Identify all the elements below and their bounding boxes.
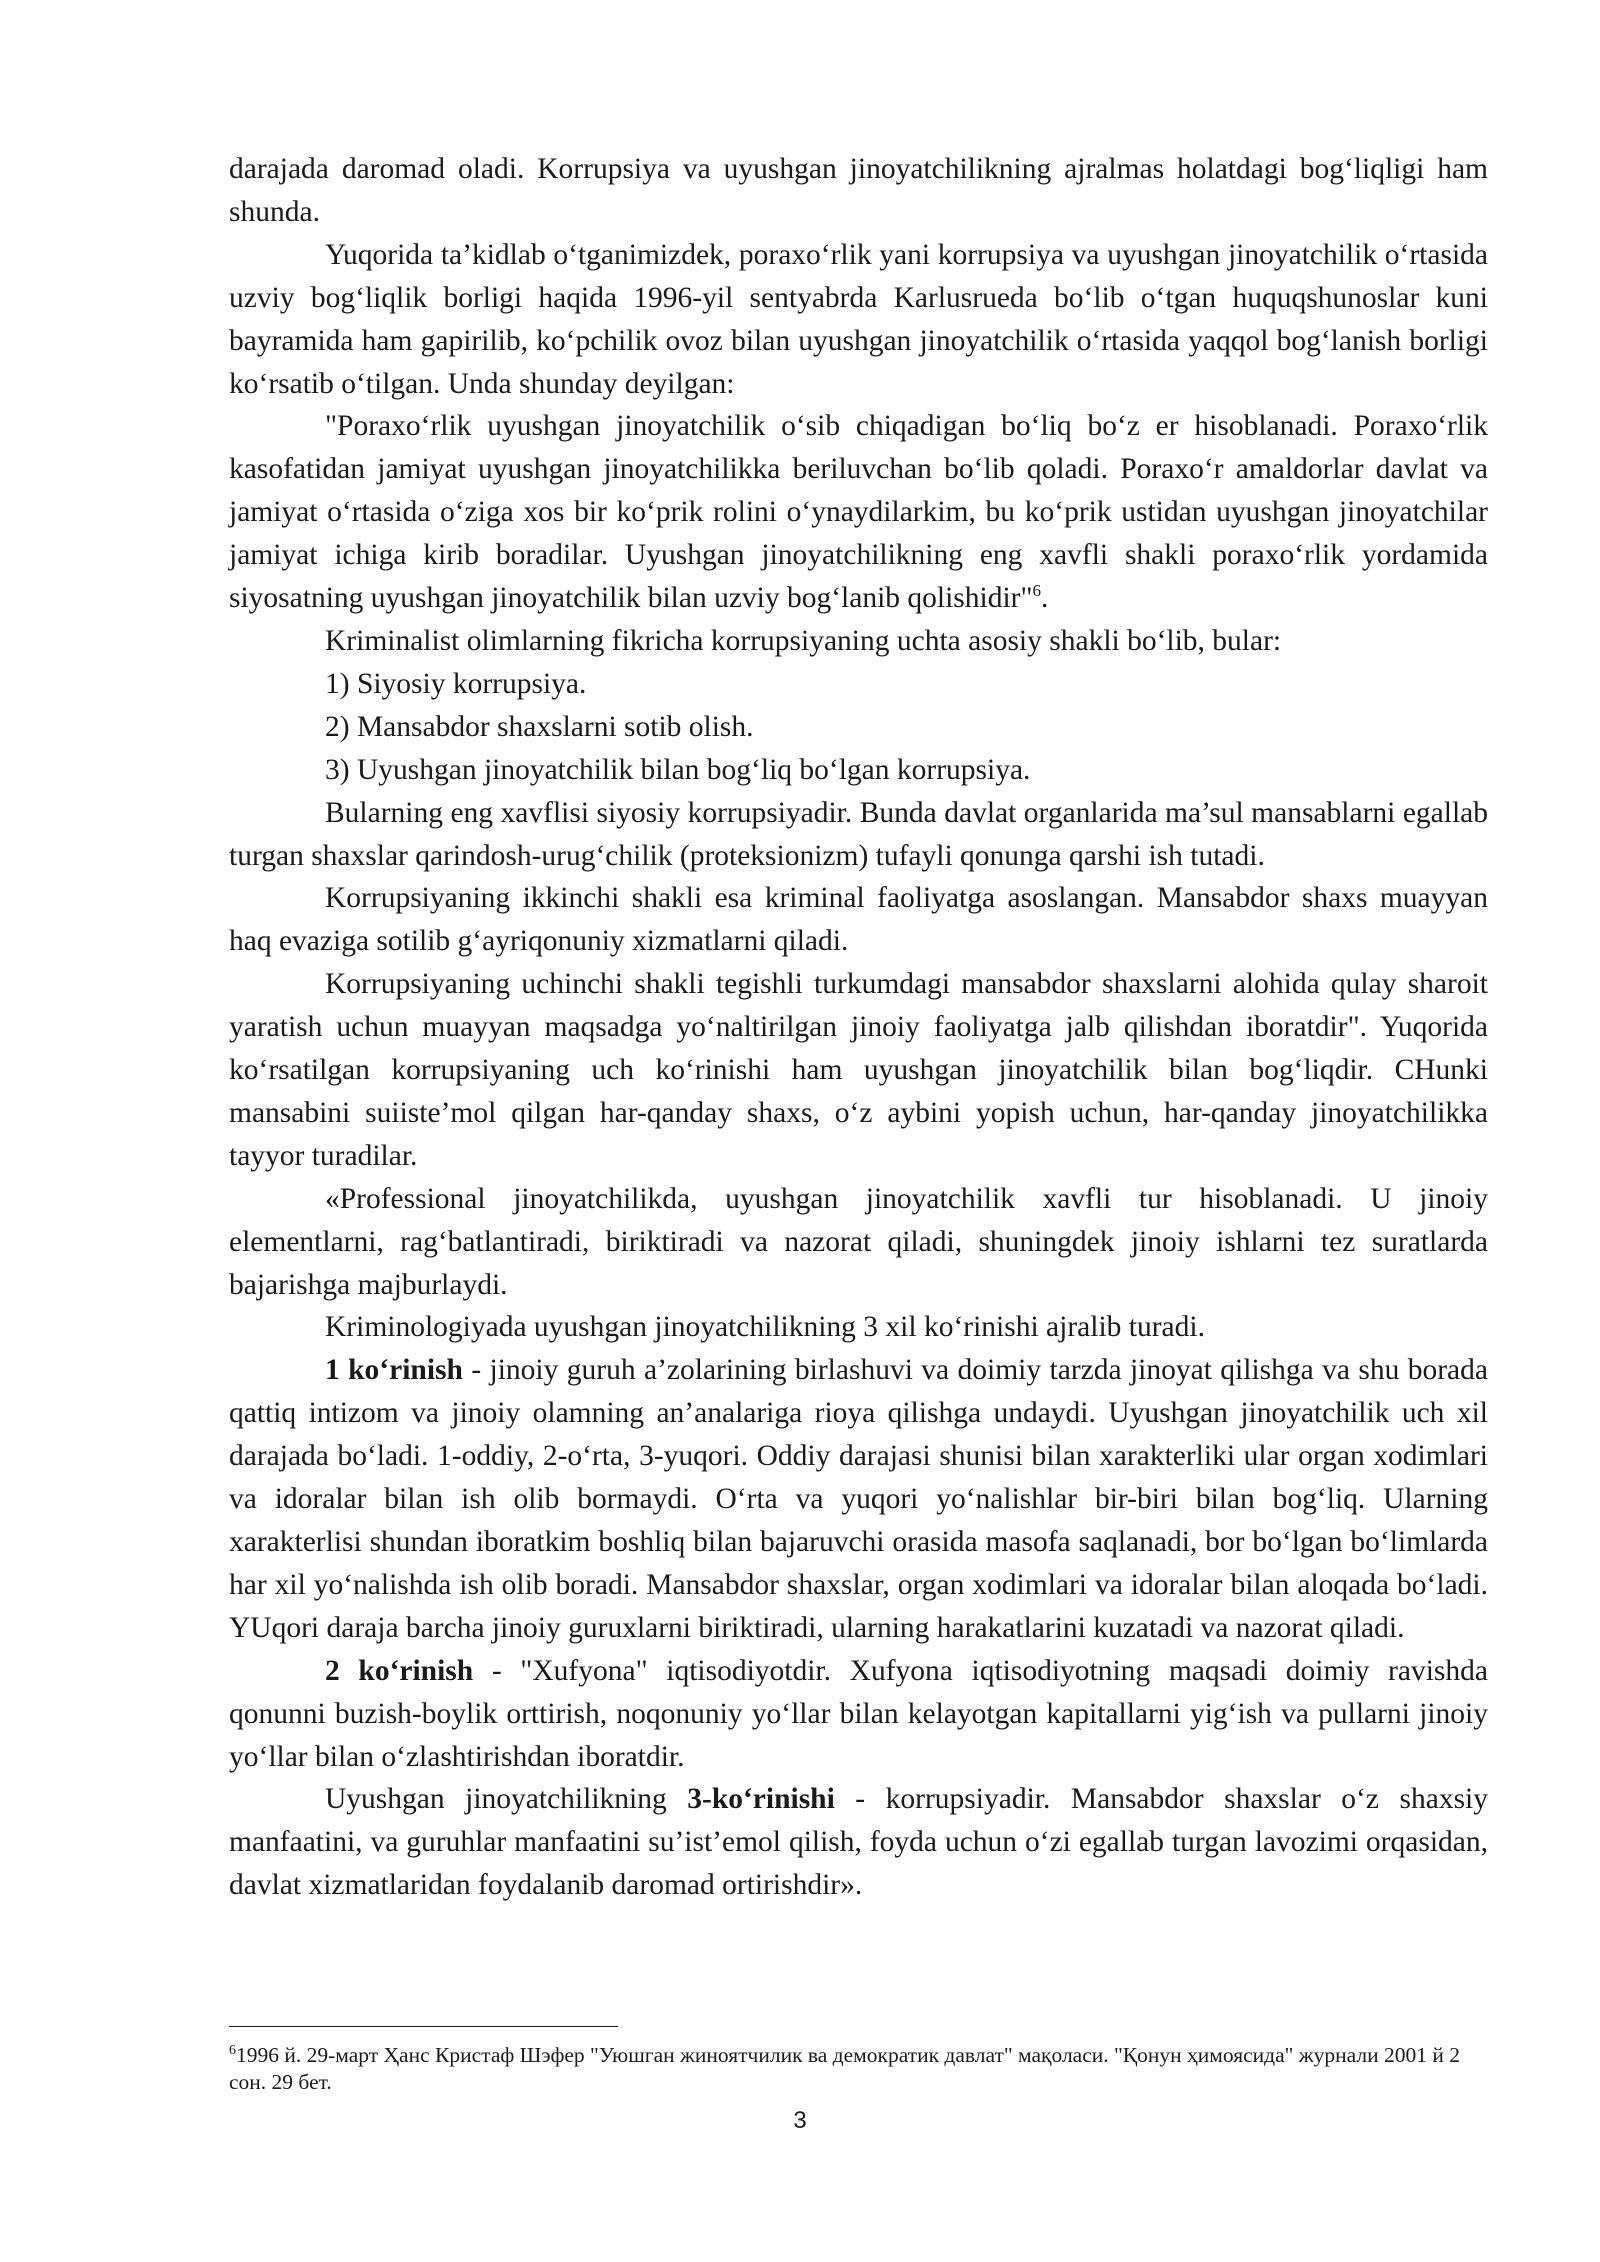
view-1-text: - jinoiy guruh a’zolarining birlashuvi va doimiy tarzda jinoyat qilishga va shu borada qattiq intizom va jinoiy olamning an’analariga rioya qilishga undaydi. Uyushgan jinoyatchilik uch xil darajada bo‘ladi. 1-oddiy, 2-o‘rta, 3-yuqori. Oddiy darajasi shunisi bilan xarakterliki ular organ xodimlari va idoralar bilan ish olib bormaydi. O‘rta va yuqori yo‘nalishlar bir-biri bilan bog‘liq. Ularning xarakterlisi shundan iboratkim boshliq bilan bajaruvchi orasida masofa saqlanadi, bor bo‘lgan bo‘limlarda har xil yo‘nalishda ish olib boradi. Mansabdor shaxslar, organ xodimlari va idoralar bilan aloqada bo‘ladi. YUqori daraja barcha jinoiy guruxlarni biriktiradi, ularning harakatlarini kuzatadi va nazorat qiladi. — [229, 1354, 1488, 1644]
view-1-heading: 1 ko‘rinish — [325, 1354, 463, 1387]
view-3-heading: 3-ko‘rinishi — [687, 1783, 835, 1816]
list-item-political: 1) Siyosiy korrupsiya. — [325, 667, 587, 700]
page-number: 3 — [793, 2107, 807, 2134]
paragraph-continuation: darajada daromad oladi. Korrupsiya va uyushgan jinoyatchilikning ajralmas holatdagi bog‘liqligi ham shunda. — [229, 153, 1488, 228]
quote-text: "Poraxo‘rlik uyushgan jinoyatchilik o‘sib chiqadigan bo‘liq bo‘z er hisoblanadi. Poraxo‘rlik kasofatidan jamiyat uyushgan jinoyatchilikka beriluvchan bo‘lib qoladi. Poraxo‘r amaldorlar davlat va jamiyat o‘rtasida o‘ziga xos bir ko‘prik rolini o‘ynaydilarkim, bu ko‘prik ustidan uyushgan jinoyatchilar jamiyat ichiga kirib boradilar. Uyushgan jinoyatchilikning eng xavfli shakli poraxo‘rlik yordamida siyosatning uyushgan jinoyatchilik bilan uzviy bog‘lanib qolishidir" — [229, 410, 1488, 615]
view-2-heading: 2 ko‘rinish — [325, 1654, 474, 1687]
footnote-marker: 6 — [229, 2043, 236, 2058]
footnote-text: 1996 й. 29-март Ҳанс Кристаф Шэфер "Уюшган жиноятчилик ва демократик давлат" мақоласи. "Қонун ҳимоясида" журнали 2001 й 2 сон. 29 бет. — [229, 2043, 1460, 2094]
paragraph-political: Bularning eng xavflisi siyosiy korrupsiyadir. Bunda davlat organlarida ma’sul mansablarni egallab turgan shaxslar qarindosh-urug‘chilik (proteksionizm) tufayli qonunga qarshi ish tutadi. — [229, 796, 1488, 872]
paragraph-professional: «Professional jinoyatchilikda, uyushgan jinoyatchilik xavfli tur hisoblanadi. U jinoiy elementlarni, rag‘batlantiradi, biriktiradi va nazorat qiladi, shuningdek jinoiy ishlarni tez suratlarda bajarishga majburlaydi. — [229, 1182, 1488, 1301]
list-item-organized: 3) Uyushgan jinoyatchilik bilan bog‘liq bo‘lgan korrupsiya. — [325, 753, 1031, 786]
paragraph-three-forms: Kriminalist olimlarning fikricha korrupsiyaning uchta asosiy shakli bo‘lib, bular: — [325, 624, 1282, 657]
paragraph-karlsruhe: Yuqorida ta’kidlab o‘tganimizdek, poraxo‘rlik yani korrupsiya va uyushgan jinoyatchilik o‘rtasida uzviy bog‘liqlik borligi haqida 1996-yil sentyabrda Karlusrueda bo‘lib o‘tgan huquqshunoslar kuni bayramida ham gapirilib, ko‘pchilik ovoz bilan uyushgan jinoyatchilik o‘rtasida yaqqol bog‘lanish borligi ko‘rsatib o‘tilgan. Unda shunday deyilgan: — [229, 238, 1488, 400]
view-3-text: - korrupsiyadir. Mansabdor shaxslar o‘z shaxsiy manfaatini, va guruhlar manfaatini su’ist’emol qilish, foyda uchun o‘zi egallab turgan lavozimi orqasidan, davlat xizmatlaridan foydalanib daromad ortirishdir». — [229, 1783, 1488, 1902]
paragraph-view-2 — [229, 1650, 1488, 1779]
list-item-officials: 2) Mansabdor shaxslarni sotib olish. — [325, 710, 754, 743]
paragraph-quote — [229, 405, 1488, 620]
paragraph-third-form: Korrupsiyaning uchinchi shakli tegishli turkumdagi mansabdor shaxslarni alohida qulay sharoit yaratish uchun muayyan maqsadga yo‘naltirilgan jinoiy faoliyatga jalb qilishdan iboratdir". Yuqorida ko‘rsatilgan korrupsiyaning uch ko‘rinishi ham uyushgan jinoyatchilik bilan bog‘liqdir. CHunki mansabini suiiste’mol qilgan har-qanday shaxs, o‘z aybini yopish uchun, har-qanday jinoyatchilikka tayyor turadilar. — [229, 968, 1488, 1172]
paragraph-second-form: Korrupsiyaning ikkinchi shakli esa kriminal faoliyatga asoslangan. Mansabdor shaxs muayyan haq evaziga sotilib g‘ayriqonuniy xizmatlarni qiladi. — [229, 882, 1488, 958]
paragraph-criminology: Kriminologiyada uyushgan jinoyatchilikning 3 xil ko‘rinishi ajralib turadi. — [325, 1311, 1205, 1344]
paragraph-view-3 — [229, 1778, 1488, 1907]
view-3-lead: Uyushgan jinoyatchilikning — [325, 1783, 688, 1816]
footnote — [229, 2042, 1488, 2096]
footnote-reference[interactable]: 6 — [1032, 581, 1042, 601]
document-body — [229, 148, 1488, 1907]
paragraph-view-1 — [229, 1349, 1488, 1649]
view-2-text: - "Xufyona" iqtisodiyotdir. Xufyona iqtisodiyotning maqsadi doimiy ravishda qonunni buzish-boylik orttirish, noqonuniy yo‘llar bilan kelayotgan kapitallarni yig‘ish va pullarni jinoiy yo‘llar bilan o‘zlashtirishdan iboratdir. — [229, 1654, 1488, 1773]
footnote-separator — [229, 2026, 618, 2027]
quote-end: . — [1041, 582, 1049, 615]
